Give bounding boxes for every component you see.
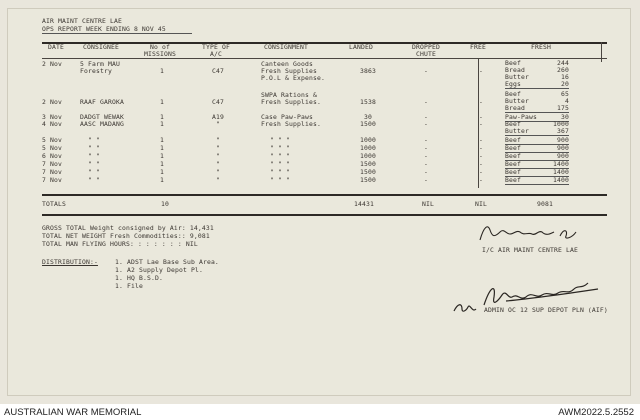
- row-1-consignment-2: Fresh Supplies: [261, 67, 317, 75]
- row-2-type: C47: [212, 98, 224, 106]
- row-9-free: -: [479, 168, 483, 176]
- row-2-dropped: -: [424, 98, 428, 106]
- row-2-landed: 1538: [360, 98, 376, 106]
- header-fresh: FRESH: [531, 43, 551, 51]
- fresh-qty: 30: [561, 113, 569, 121]
- row-5-date: 5 Nov: [42, 136, 62, 144]
- summary-net: TOTAL NET WEIGHT Fresh Commodities:: 9,081: [42, 232, 210, 240]
- table-top-rule: [42, 42, 607, 44]
- row-6-landed: 1000: [360, 144, 376, 152]
- fresh-qty: 367: [557, 127, 569, 135]
- header-ac: A/C: [210, 50, 222, 58]
- fresh-qty: 900: [557, 136, 569, 144]
- row-7-free: -: [479, 152, 483, 160]
- row-10-consignment: " " ": [270, 176, 290, 184]
- row-6-date: 5 Nov: [42, 144, 62, 152]
- row-3-free: -: [479, 113, 483, 121]
- row-5-missions: 1: [160, 136, 164, 144]
- row-7-landed: 1000: [360, 152, 376, 160]
- row-6-missions: 1: [160, 144, 164, 152]
- row-9-missions: 1: [160, 168, 164, 176]
- row-2-consignment: SWPA Rations &: [261, 91, 317, 99]
- row-5-free: -: [479, 136, 483, 144]
- row-3-dropped: -: [424, 113, 428, 121]
- row-2-date: 2 Nov: [42, 98, 62, 106]
- row-1-missions: 1: [160, 67, 164, 75]
- document-page: [7, 8, 631, 396]
- row-5-consignment: " " ": [270, 136, 290, 144]
- row-1-dropped: -: [424, 67, 428, 75]
- fresh-underline: [505, 88, 569, 89]
- fresh-item: Eggs: [505, 80, 521, 88]
- row-2-consignee: RAAF GAROKA: [80, 98, 124, 106]
- row-8-free: -: [479, 160, 483, 168]
- fresh-item: Beef: [505, 144, 521, 152]
- header-missions: MISSIONS: [144, 50, 176, 58]
- fresh-qty: 1400: [553, 176, 569, 184]
- row-8-date: 7 Nov: [42, 160, 62, 168]
- row-6-consignee: " ": [88, 144, 100, 152]
- row-7-missions: 1: [160, 152, 164, 160]
- row-7-consignee: " ": [88, 152, 100, 160]
- row-5-dropped: -: [424, 136, 428, 144]
- fresh-item: Beef: [505, 59, 521, 67]
- fresh-qty: 244: [557, 59, 569, 67]
- fresh-item: Beef: [505, 160, 521, 168]
- distribution-label: DISTRIBUTION:-: [42, 258, 98, 266]
- row-2-missions: 1: [160, 98, 164, 106]
- row-1-consignee-2: Forestry: [80, 67, 112, 75]
- totals-dropped: NIL: [422, 200, 434, 208]
- fresh-qty: 20: [561, 80, 569, 88]
- fresh-item: Beef: [505, 90, 521, 98]
- row-1-consignment-3: P.O.L & Expense.: [261, 74, 325, 82]
- row-4-consignee: AASC MADANG: [80, 120, 124, 128]
- row-5-landed: 1000: [360, 136, 376, 144]
- row-7-type: ": [216, 152, 220, 160]
- row-7-consignment: " " ": [270, 152, 290, 160]
- row-5-type: ": [216, 136, 220, 144]
- row-9-consignment: " " ": [270, 168, 290, 176]
- row-10-missions: 1: [160, 176, 164, 184]
- header-date: DATE: [48, 43, 64, 51]
- row-10-consignee: " ": [88, 176, 100, 184]
- row-9-type: ": [216, 168, 220, 176]
- row-8-dropped: -: [424, 160, 428, 168]
- fresh-item: Paw-Paws: [505, 113, 537, 121]
- row-2-free: -: [479, 98, 483, 106]
- fresh-qty: 65: [561, 90, 569, 98]
- row-1-date: 2 Nov: [42, 60, 62, 68]
- totals-free: NIL: [475, 200, 487, 208]
- row-1-free: -: [479, 67, 483, 75]
- row-7-dropped: -: [424, 152, 428, 160]
- header-no-of: No of: [150, 43, 170, 51]
- header-landed: LANDED: [349, 43, 373, 51]
- fresh-qty: 900: [557, 144, 569, 152]
- row-3-consignee: DADGT WEWAK: [80, 113, 124, 121]
- header-chute: CHUTE: [416, 50, 436, 58]
- distribution-item: 1. HQ B.S.D.: [115, 274, 163, 282]
- row-8-consignment: " " ": [270, 160, 290, 168]
- fresh-item: Beef: [505, 136, 521, 144]
- fresh-item: Beef: [505, 176, 521, 184]
- fresh-qty: 1400: [553, 168, 569, 176]
- row-4-date: 4 Nov: [42, 120, 62, 128]
- distribution-item: 1. File: [115, 282, 143, 290]
- fresh-item: Butter: [505, 97, 529, 105]
- row-6-consignment: " " ": [270, 144, 290, 152]
- totals-label: TOTALS: [42, 200, 66, 208]
- summary-hours: TOTAL MAN FLYING HOURS: : : : : : : NIL: [42, 240, 198, 248]
- row-10-landed: 1500: [360, 176, 376, 184]
- row-1-consignee: 5 Farm MAU: [80, 60, 120, 68]
- signature-luckham: [476, 222, 586, 244]
- row-3-missions: 1: [160, 113, 164, 121]
- footer-accession-number: AWM2022.5.2552: [558, 407, 634, 418]
- fresh-qty: 175: [557, 104, 569, 112]
- row-8-type: ": [216, 160, 220, 168]
- fresh-qty: 4: [565, 97, 569, 105]
- fresh-qty: 1400: [553, 160, 569, 168]
- row-10-type: ": [216, 176, 220, 184]
- fresh-item: Butter: [505, 73, 529, 81]
- row-9-dropped: -: [424, 168, 428, 176]
- fresh-item: Beef: [505, 120, 521, 128]
- row-1-consignment: Canteen Goods: [261, 60, 313, 68]
- totals-top-rule: [42, 194, 607, 196]
- summary-gross: GROSS TOTAL Weight consigned by Air: 14,431: [42, 224, 214, 232]
- totals-bottom-rule: [42, 214, 607, 216]
- fresh-item: Beef: [505, 168, 521, 176]
- row-3-landed: 30: [364, 113, 372, 121]
- row-9-consignee: " ": [88, 168, 100, 176]
- row-6-dropped: -: [424, 144, 428, 152]
- row-6-type: ": [216, 144, 220, 152]
- header-free: FREE: [470, 43, 486, 51]
- row-2-consignment-2: Fresh Supplies.: [261, 98, 321, 106]
- row-10-free: -: [479, 176, 483, 184]
- fresh-item: Bread: [505, 66, 525, 74]
- fresh-column-edge: [601, 42, 602, 62]
- title-line-1: AIR MAINT CENTRE LAE: [42, 17, 122, 25]
- distribution-item: 1. A2 Supply Depot Pl.: [115, 266, 203, 274]
- fresh-underline: [505, 184, 569, 185]
- signature-montgomery: [448, 277, 608, 322]
- distribution-item: 1. ADST Lae Base Sub Area.: [115, 258, 219, 266]
- fresh-qty: 1000: [553, 120, 569, 128]
- totals-missions: 10: [161, 200, 169, 208]
- fresh-qty: 16: [561, 73, 569, 81]
- fresh-qty: 260: [557, 66, 569, 74]
- row-6-free: -: [479, 144, 483, 152]
- row-4-type: ": [216, 120, 220, 128]
- row-8-missions: 1: [160, 160, 164, 168]
- fresh-qty: 900: [557, 152, 569, 160]
- row-8-consignee: " ": [88, 160, 100, 168]
- totals-landed: 14431: [354, 200, 374, 208]
- row-7-date: 6 Nov: [42, 152, 62, 160]
- row-3-type: A19: [212, 113, 224, 121]
- title-underline: [42, 33, 192, 34]
- row-4-landed: 1500: [360, 120, 376, 128]
- header-bottom-rule: [42, 58, 607, 59]
- fresh-item: Beef: [505, 152, 521, 160]
- row-9-date: 7 Nov: [42, 168, 62, 176]
- row-5-consignee: " ": [88, 136, 100, 144]
- header-type-of: TYPE OF: [202, 43, 230, 51]
- fresh-item: Butter: [505, 127, 529, 135]
- signatory-1-title: I/C AIR MAINT CENTRE LAE: [482, 246, 578, 254]
- header-dropped: DROPPED: [412, 43, 440, 51]
- row-1-type: C47: [212, 67, 224, 75]
- row-8-landed: 1500: [360, 160, 376, 168]
- title-line-2: OPS REPORT WEEK ENDING 8 NOV 45: [42, 25, 166, 33]
- row-4-consignment: Fresh Supplies.: [261, 120, 321, 128]
- footer-institution: AUSTRALIAN WAR MEMORIAL: [4, 407, 142, 418]
- header-consignment: CONSIGNMENT: [264, 43, 308, 51]
- row-3-consignment: Case Paw-Paws: [261, 113, 313, 121]
- footer-bar: [0, 404, 640, 420]
- fresh-item: Bread: [505, 104, 525, 112]
- row-3-date: 3 Nov: [42, 113, 62, 121]
- row-4-dropped: -: [424, 120, 428, 128]
- signatory-2-title: ADMIN OC 12 SUP DEPOT PLN (AIF): [484, 306, 608, 314]
- row-4-free: -: [479, 120, 483, 128]
- row-4-missions: 1: [160, 120, 164, 128]
- row-1-landed: 3863: [360, 67, 376, 75]
- header-consignee: CONSIGNEE: [83, 43, 119, 51]
- totals-fresh: 9081: [537, 200, 553, 208]
- row-10-date: 7 Nov: [42, 176, 62, 184]
- row-10-dropped: -: [424, 176, 428, 184]
- row-9-landed: 1500: [360, 168, 376, 176]
